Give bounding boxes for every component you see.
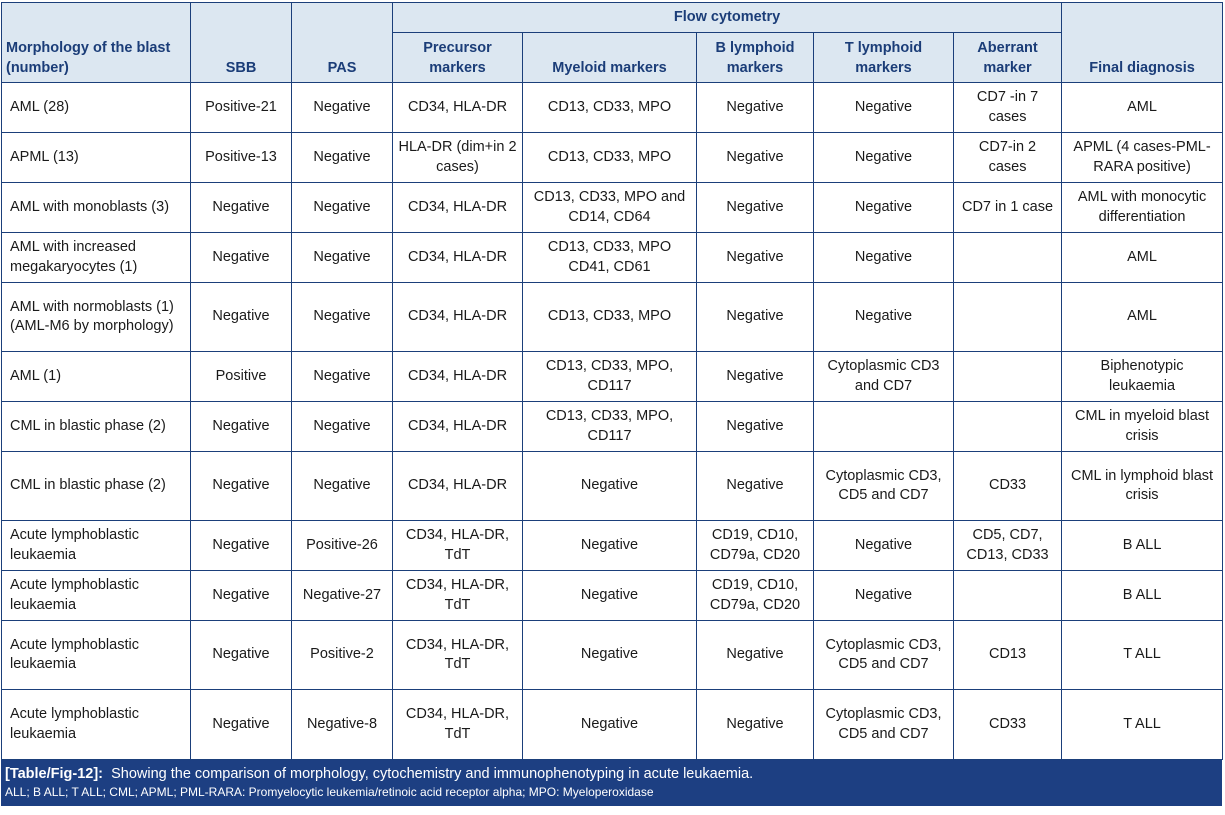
table-row (2, 621, 1223, 690)
cell-myeloid: CD13, CD33, MPO CD41, CD61 (523, 233, 697, 283)
cell-aberrant: CD7 in 1 case (954, 183, 1062, 233)
cell-pas: Positive-26 (292, 521, 393, 571)
cell-morphology: APML (13) (2, 133, 191, 183)
cell-morphology: CML in blastic phase (2) (2, 402, 191, 452)
cell-precursor: CD34, HLA-DR, TdT (393, 690, 523, 760)
table-row (2, 233, 1223, 283)
cell-final-diagnosis: CML in myeloid blast crisis (1062, 402, 1223, 452)
cell-b-lymphoid: Negative (697, 183, 814, 233)
cell-final-diagnosis: B ALL (1062, 521, 1223, 571)
cell-t-lymphoid: Negative (814, 283, 954, 352)
table-caption (1, 760, 1222, 806)
cell-final-diagnosis: B ALL (1062, 571, 1223, 621)
cell-precursor: CD34, HLA-DR, TdT (393, 521, 523, 571)
cell-final-diagnosis: AML (1062, 233, 1223, 283)
cell-sbb: Positive-21 (191, 83, 292, 133)
cell-morphology: Acute lymphoblastic leukaemia (2, 690, 191, 760)
cell-t-lymphoid: Cytoplasmic CD3, CD5 and CD7 (814, 452, 954, 521)
cell-pas: Negative-27 (292, 571, 393, 621)
cell-morphology: Acute lymphoblastic leukaemia (2, 621, 191, 690)
cell-aberrant (954, 402, 1062, 452)
table-body (2, 83, 1223, 760)
cell-pas: Negative (292, 283, 393, 352)
cell-morphology: Acute lymphoblastic leukaemia (2, 521, 191, 571)
comparison-table (1, 2, 1223, 760)
table-row (2, 133, 1223, 183)
cell-final-diagnosis: AML (1062, 83, 1223, 133)
cell-t-lymphoid: Negative (814, 521, 954, 571)
caption-label: [Table/Fig-12]: (5, 766, 104, 782)
cell-t-lymphoid: Negative (814, 183, 954, 233)
cell-precursor: CD34, HLA-DR (393, 83, 523, 133)
cell-myeloid: CD13, CD33, MPO (523, 133, 697, 183)
cell-pas: Positive-2 (292, 621, 393, 690)
cell-myeloid: CD13, CD33, MPO and CD14, CD64 (523, 183, 697, 233)
cell-final-diagnosis: AML with monocytic differentiation (1062, 183, 1223, 233)
cell-sbb: Negative (191, 402, 292, 452)
cell-b-lymphoid: Negative (697, 621, 814, 690)
cell-final-diagnosis: CML in lymphoid blast crisis (1062, 452, 1223, 521)
cell-precursor: CD34, HLA-DR (393, 233, 523, 283)
cell-b-lymphoid: Negative (697, 283, 814, 352)
cell-sbb: Negative (191, 621, 292, 690)
table-row (2, 183, 1223, 233)
cell-final-diagnosis: APML (4 cases-PML-RARA positive) (1062, 133, 1223, 183)
cell-sbb: Negative (191, 183, 292, 233)
cell-pas: Negative (292, 402, 393, 452)
cell-final-diagnosis: Biphenotypic leukaemia (1062, 352, 1223, 402)
table-row (2, 521, 1223, 571)
header-final-diagnosis: Final diagnosis (1062, 3, 1223, 83)
cell-aberrant (954, 283, 1062, 352)
cell-precursor: CD34, HLA-DR (393, 283, 523, 352)
cell-sbb: Negative (191, 233, 292, 283)
cell-b-lymphoid: CD19, CD10, CD79a, CD20 (697, 521, 814, 571)
header-sbb: SBB (191, 3, 292, 83)
cell-morphology: AML (28) (2, 83, 191, 133)
cell-aberrant (954, 352, 1062, 402)
cell-sbb: Negative (191, 571, 292, 621)
cell-myeloid: Negative (523, 690, 697, 760)
cell-myeloid: Negative (523, 621, 697, 690)
header-myeloid-markers: Myeloid markers (523, 33, 697, 83)
cell-precursor: CD34, HLA-DR (393, 352, 523, 402)
cell-myeloid: Negative (523, 571, 697, 621)
header-t-lymphoid-markers: T lymphoid markers (814, 33, 954, 83)
cell-t-lymphoid: Negative (814, 233, 954, 283)
cell-b-lymphoid: Negative (697, 690, 814, 760)
cell-t-lymphoid (814, 402, 954, 452)
cell-aberrant: CD13 (954, 621, 1062, 690)
table-figure (1, 2, 1224, 806)
cell-aberrant: CD5, CD7, CD13, CD33 (954, 521, 1062, 571)
cell-t-lymphoid: Cytoplasmic CD3 and CD7 (814, 352, 954, 402)
cell-precursor: HLA-DR (dim+in 2 cases) (393, 133, 523, 183)
cell-sbb: Negative (191, 452, 292, 521)
header-flow-cytometry: Flow cytometry (393, 3, 1062, 33)
cell-sbb: Positive-13 (191, 133, 292, 183)
header-aberrant-marker: Aberrant marker (954, 33, 1062, 83)
cell-t-lymphoid: Cytoplasmic CD3, CD5 and CD7 (814, 621, 954, 690)
cell-pas: Negative (292, 183, 393, 233)
cell-b-lymphoid: Negative (697, 133, 814, 183)
cell-sbb: Negative (191, 690, 292, 760)
cell-aberrant: CD7 -in 7 cases (954, 83, 1062, 133)
caption-text: Showing the comparison of morphology, cytochemistry and immunophenotyping in acute leukaemia. (111, 766, 754, 782)
cell-pas: Negative (292, 452, 393, 521)
caption-title (5, 764, 1218, 784)
cell-aberrant: CD33 (954, 452, 1062, 521)
cell-myeloid: CD13, CD33, MPO, CD117 (523, 352, 697, 402)
header-pas: PAS (292, 3, 393, 83)
cell-morphology: AML (1) (2, 352, 191, 402)
cell-aberrant (954, 571, 1062, 621)
cell-sbb: Negative (191, 283, 292, 352)
cell-t-lymphoid: Negative (814, 133, 954, 183)
cell-precursor: CD34, HLA-DR (393, 183, 523, 233)
cell-b-lymphoid: Negative (697, 402, 814, 452)
cell-b-lymphoid: Negative (697, 233, 814, 283)
table-row (2, 83, 1223, 133)
cell-precursor: CD34, HLA-DR, TdT (393, 621, 523, 690)
cell-myeloid: Negative (523, 521, 697, 571)
cell-myeloid: CD13, CD33, MPO, CD117 (523, 402, 697, 452)
cell-pas: Negative-8 (292, 690, 393, 760)
cell-t-lymphoid: Negative (814, 83, 954, 133)
header-b-lymphoid-markers: B lymphoid markers (697, 33, 814, 83)
cell-morphology: Acute lymphoblastic leukaemia (2, 571, 191, 621)
cell-aberrant (954, 233, 1062, 283)
cell-myeloid: Negative (523, 452, 697, 521)
cell-t-lymphoid: Cytoplasmic CD3, CD5 and CD7 (814, 690, 954, 760)
cell-myeloid: CD13, CD33, MPO (523, 283, 697, 352)
table-row (2, 690, 1223, 760)
cell-b-lymphoid: CD19, CD10, CD79a, CD20 (697, 571, 814, 621)
table-row (2, 452, 1223, 521)
table-row (2, 402, 1223, 452)
table-row (2, 352, 1223, 402)
cell-morphology: AML with increased megakaryocytes (1) (2, 233, 191, 283)
cell-sbb: Negative (191, 521, 292, 571)
cell-morphology: AML with monoblasts (3) (2, 183, 191, 233)
cell-pas: Negative (292, 133, 393, 183)
cell-myeloid: CD13, CD33, MPO (523, 83, 697, 133)
cell-final-diagnosis: T ALL (1062, 690, 1223, 760)
cell-pas: Negative (292, 352, 393, 402)
cell-final-diagnosis: AML (1062, 283, 1223, 352)
table-row (2, 571, 1223, 621)
cell-precursor: CD34, HLA-DR (393, 402, 523, 452)
cell-precursor: CD34, HLA-DR (393, 452, 523, 521)
header-morphology: Morphology of the blast (number) (2, 3, 191, 83)
table-row (2, 283, 1223, 352)
cell-t-lymphoid: Negative (814, 571, 954, 621)
cell-aberrant: CD33 (954, 690, 1062, 760)
cell-precursor: CD34, HLA-DR, TdT (393, 571, 523, 621)
table-header (2, 3, 1223, 83)
cell-aberrant: CD7-in 2 cases (954, 133, 1062, 183)
cell-b-lymphoid: Negative (697, 352, 814, 402)
cell-morphology: CML in blastic phase (2) (2, 452, 191, 521)
cell-final-diagnosis: T ALL (1062, 621, 1223, 690)
cell-pas: Negative (292, 83, 393, 133)
header-precursor-markers: Precursor markers (393, 33, 523, 83)
cell-sbb: Positive (191, 352, 292, 402)
cell-pas: Negative (292, 233, 393, 283)
cell-b-lymphoid: Negative (697, 83, 814, 133)
caption-abbreviations: ALL; B ALL; T ALL; CML; APML; PML-RARA: Promyelocytic leukemia/retinoic acid receptor alpha; MPO: Myeloperoxidase (5, 785, 654, 799)
cell-b-lymphoid: Negative (697, 452, 814, 521)
cell-morphology: AML with normoblasts (1) (AML-M6 by morphology) (2, 283, 191, 352)
